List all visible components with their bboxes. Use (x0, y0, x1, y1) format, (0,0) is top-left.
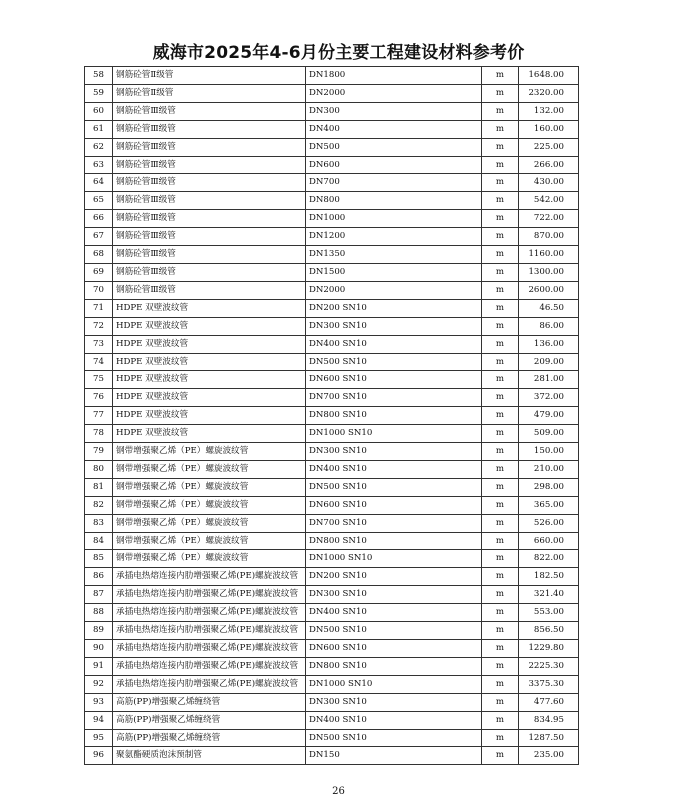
spec-cell: DN500 (306, 138, 482, 156)
spec-cell: DN700 (306, 174, 482, 192)
row-number-cell: 94 (85, 711, 113, 729)
price-cell: 660.00 (519, 532, 579, 550)
spec-cell: DN300 (306, 102, 482, 120)
spec-cell: DN500 SN10 (306, 478, 482, 496)
table-row (85, 299, 579, 317)
unit-cell: m (482, 407, 519, 425)
row-number-cell: 91 (85, 657, 113, 675)
price-cell: 553.00 (519, 604, 579, 622)
material-name-cell: 高筋(PP)增强聚乙烯缠绕管 (113, 729, 306, 747)
unit-cell: m (482, 586, 519, 604)
row-number-cell: 84 (85, 532, 113, 550)
spec-cell: DN400 SN10 (306, 335, 482, 353)
table-row (85, 747, 579, 765)
material-name-cell: 钢筋砼管Ⅲ级管 (113, 228, 306, 246)
page-number: 26 (332, 786, 345, 797)
row-number-cell: 92 (85, 675, 113, 693)
price-table (84, 66, 579, 765)
row-number-cell: 80 (85, 460, 113, 478)
price-cell: 1648.00 (519, 67, 579, 85)
table-row (85, 210, 579, 228)
spec-cell: DN500 SN10 (306, 622, 482, 640)
table-row (85, 371, 579, 389)
unit-cell: m (482, 67, 519, 85)
material-name-cell: 钢筋砼管Ⅲ级管 (113, 156, 306, 174)
spec-cell: DN1350 (306, 246, 482, 264)
row-number-cell: 76 (85, 389, 113, 407)
row-number-cell: 82 (85, 496, 113, 514)
price-cell: 209.00 (519, 353, 579, 371)
table-row (85, 407, 579, 425)
material-name-cell: HDPE 双壁波纹管 (113, 335, 306, 353)
spec-cell: DN300 SN10 (306, 693, 482, 711)
spec-cell: DN1000 SN10 (306, 550, 482, 568)
spec-cell: DN600 SN10 (306, 496, 482, 514)
price-cell: 372.00 (519, 389, 579, 407)
spec-cell: DN1500 (306, 263, 482, 281)
table-row (85, 693, 579, 711)
unit-cell: m (482, 640, 519, 658)
table-row (85, 353, 579, 371)
spec-cell: DN500 SN10 (306, 729, 482, 747)
table-row (85, 102, 579, 120)
table-row (85, 228, 579, 246)
table-row (85, 335, 579, 353)
price-table-body (85, 67, 579, 765)
unit-cell: m (482, 84, 519, 102)
price-cell: 2600.00 (519, 281, 579, 299)
unit-cell: m (482, 729, 519, 747)
spec-cell: DN600 (306, 156, 482, 174)
unit-cell: m (482, 622, 519, 640)
material-name-cell: 承插电热熔连接内肋增强聚乙烯(PE)螺旋波纹管 (113, 622, 306, 640)
row-number-cell: 64 (85, 174, 113, 192)
table-row (85, 657, 579, 675)
material-name-cell: 钢筋砼管Ⅲ级管 (113, 281, 306, 299)
unit-cell: m (482, 353, 519, 371)
material-name-cell: 高筋(PP)增强聚乙烯缠绕管 (113, 693, 306, 711)
row-number-cell: 95 (85, 729, 113, 747)
material-name-cell: 承插电热熔连接内肋增强聚乙烯(PE)螺旋波纹管 (113, 640, 306, 658)
unit-cell: m (482, 568, 519, 586)
unit-cell: m (482, 550, 519, 568)
unit-cell: m (482, 317, 519, 335)
spec-cell: DN2000 (306, 84, 482, 102)
unit-cell: m (482, 335, 519, 353)
material-name-cell: 钢筋砼管Ⅲ级管 (113, 120, 306, 138)
row-number-cell: 87 (85, 586, 113, 604)
unit-cell: m (482, 263, 519, 281)
row-number-cell: 77 (85, 407, 113, 425)
material-name-cell: 钢带增强聚乙烯（PE）螺旋波纹管 (113, 532, 306, 550)
price-cell: 430.00 (519, 174, 579, 192)
row-number-cell: 88 (85, 604, 113, 622)
row-number-cell: 58 (85, 67, 113, 85)
unit-cell: m (482, 496, 519, 514)
price-cell: 235.00 (519, 747, 579, 765)
spec-cell: DN700 SN10 (306, 389, 482, 407)
unit-cell: m (482, 747, 519, 765)
table-row (85, 532, 579, 550)
material-name-cell: 承插电热熔连接内肋增强聚乙烯(PE)螺旋波纹管 (113, 657, 306, 675)
row-number-cell: 96 (85, 747, 113, 765)
unit-cell: m (482, 693, 519, 711)
price-cell: 266.00 (519, 156, 579, 174)
unit-cell: m (482, 514, 519, 532)
material-name-cell: HDPE 双壁波纹管 (113, 389, 306, 407)
material-name-cell: 钢筋砼管Ⅲ级管 (113, 192, 306, 210)
price-cell: 1160.00 (519, 246, 579, 264)
price-cell: 2225.30 (519, 657, 579, 675)
price-cell: 722.00 (519, 210, 579, 228)
unit-cell: m (482, 604, 519, 622)
price-cell: 526.00 (519, 514, 579, 532)
row-number-cell: 65 (85, 192, 113, 210)
price-cell: 210.00 (519, 460, 579, 478)
material-name-cell: HDPE 双壁波纹管 (113, 299, 306, 317)
material-name-cell: 承插电热熔连接内肋增强聚乙烯(PE)螺旋波纹管 (113, 604, 306, 622)
material-name-cell: 钢筋砼管Ⅲ级管 (113, 263, 306, 281)
spec-cell: DN400 SN10 (306, 711, 482, 729)
spec-cell: DN1000 SN10 (306, 675, 482, 693)
material-name-cell: HDPE 双壁波纹管 (113, 407, 306, 425)
spec-cell: DN500 SN10 (306, 353, 482, 371)
spec-cell: DN300 SN10 (306, 317, 482, 335)
spec-cell: DN300 SN10 (306, 586, 482, 604)
material-name-cell: 钢带增强聚乙烯（PE）螺旋波纹管 (113, 496, 306, 514)
row-number-cell: 71 (85, 299, 113, 317)
unit-cell: m (482, 532, 519, 550)
price-cell: 479.00 (519, 407, 579, 425)
material-name-cell: 聚氨酯硬质泡沫预制管 (113, 747, 306, 765)
material-name-cell: 钢带增强聚乙烯（PE）螺旋波纹管 (113, 514, 306, 532)
unit-cell: m (482, 246, 519, 264)
spec-cell: DN400 (306, 120, 482, 138)
price-cell: 3375.30 (519, 675, 579, 693)
row-number-cell: 60 (85, 102, 113, 120)
unit-cell: m (482, 299, 519, 317)
spec-cell: DN800 SN10 (306, 532, 482, 550)
row-number-cell: 79 (85, 443, 113, 461)
price-cell: 822.00 (519, 550, 579, 568)
price-cell: 136.00 (519, 335, 579, 353)
table-row (85, 640, 579, 658)
row-number-cell: 86 (85, 568, 113, 586)
unit-cell: m (482, 371, 519, 389)
price-cell: 870.00 (519, 228, 579, 246)
table-row (85, 675, 579, 693)
material-name-cell: 承插电热熔连接内肋增强聚乙烯(PE)螺旋波纹管 (113, 586, 306, 604)
table-row (85, 281, 579, 299)
price-cell: 2320.00 (519, 84, 579, 102)
material-name-cell: 钢筋砼管Ⅲ级管 (113, 210, 306, 228)
table-row (85, 156, 579, 174)
price-cell: 150.00 (519, 443, 579, 461)
unit-cell: m (482, 120, 519, 138)
price-cell: 298.00 (519, 478, 579, 496)
unit-cell: m (482, 460, 519, 478)
row-number-cell: 85 (85, 550, 113, 568)
price-cell: 365.00 (519, 496, 579, 514)
row-number-cell: 66 (85, 210, 113, 228)
price-cell: 46.50 (519, 299, 579, 317)
price-cell: 477.60 (519, 693, 579, 711)
material-name-cell: 承插电热熔连接内肋增强聚乙烯(PE)螺旋波纹管 (113, 568, 306, 586)
row-number-cell: 78 (85, 425, 113, 443)
unit-cell: m (482, 228, 519, 246)
spec-cell: DN150 (306, 747, 482, 765)
table-row (85, 604, 579, 622)
price-cell: 542.00 (519, 192, 579, 210)
price-cell: 856.50 (519, 622, 579, 640)
price-cell: 281.00 (519, 371, 579, 389)
price-cell: 321.40 (519, 586, 579, 604)
page-title: 威海市2025年4-6月份主要工程建设材料参考价 (152, 43, 525, 63)
table-row (85, 67, 579, 85)
spec-cell: DN1000 (306, 210, 482, 228)
material-name-cell: 钢筋砼管Ⅲ级管 (113, 246, 306, 264)
material-name-cell: 高筋(PP)增强聚乙烯缠绕管 (113, 711, 306, 729)
unit-cell: m (482, 443, 519, 461)
table-row (85, 246, 579, 264)
material-name-cell: HDPE 双壁波纹管 (113, 371, 306, 389)
material-name-cell: 钢筋砼管Ⅲ级管 (113, 138, 306, 156)
material-name-cell: HDPE 双壁波纹管 (113, 353, 306, 371)
spec-cell: DN400 SN10 (306, 460, 482, 478)
table-row (85, 586, 579, 604)
unit-cell: m (482, 711, 519, 729)
table-row (85, 478, 579, 496)
row-number-cell: 70 (85, 281, 113, 299)
price-cell: 225.00 (519, 138, 579, 156)
spec-cell: DN2000 (306, 281, 482, 299)
unit-cell: m (482, 478, 519, 496)
unit-cell: m (482, 174, 519, 192)
unit-cell: m (482, 425, 519, 443)
table-row (85, 425, 579, 443)
spec-cell: DN600 SN10 (306, 371, 482, 389)
spec-cell: DN400 SN10 (306, 604, 482, 622)
price-cell: 182.50 (519, 568, 579, 586)
row-number-cell: 61 (85, 120, 113, 138)
spec-cell: DN600 SN10 (306, 640, 482, 658)
spec-cell: DN700 SN10 (306, 514, 482, 532)
unit-cell: m (482, 657, 519, 675)
unit-cell: m (482, 192, 519, 210)
table-row (85, 514, 579, 532)
row-number-cell: 73 (85, 335, 113, 353)
material-name-cell: 钢筋砼管Ⅲ级管 (113, 174, 306, 192)
row-number-cell: 75 (85, 371, 113, 389)
spec-cell: DN1200 (306, 228, 482, 246)
row-number-cell: 72 (85, 317, 113, 335)
unit-cell: m (482, 281, 519, 299)
unit-cell: m (482, 210, 519, 228)
material-name-cell: 钢带增强聚乙烯（PE）螺旋波纹管 (113, 443, 306, 461)
table-row (85, 729, 579, 747)
price-cell: 132.00 (519, 102, 579, 120)
material-name-cell: 钢筋砼管Ⅱ级管 (113, 67, 306, 85)
price-cell: 509.00 (519, 425, 579, 443)
row-number-cell: 69 (85, 263, 113, 281)
material-name-cell: 钢带增强聚乙烯（PE）螺旋波纹管 (113, 478, 306, 496)
price-cell: 834.95 (519, 711, 579, 729)
material-name-cell: 钢带增强聚乙烯（PE）螺旋波纹管 (113, 550, 306, 568)
row-number-cell: 74 (85, 353, 113, 371)
unit-cell: m (482, 102, 519, 120)
price-cell: 86.00 (519, 317, 579, 335)
table-row (85, 192, 579, 210)
row-number-cell: 93 (85, 693, 113, 711)
unit-cell: m (482, 138, 519, 156)
price-cell: 160.00 (519, 120, 579, 138)
row-number-cell: 81 (85, 478, 113, 496)
material-name-cell: 承插电热熔连接内肋增强聚乙烯(PE)螺旋波纹管 (113, 675, 306, 693)
table-row (85, 550, 579, 568)
spec-cell: DN200 SN10 (306, 568, 482, 586)
material-name-cell: HDPE 双壁波纹管 (113, 425, 306, 443)
spec-cell: DN800 (306, 192, 482, 210)
material-name-cell: 钢筋砼管Ⅱ级管 (113, 84, 306, 102)
row-number-cell: 90 (85, 640, 113, 658)
table-row (85, 496, 579, 514)
table-row (85, 711, 579, 729)
unit-cell: m (482, 389, 519, 407)
price-cell: 1300.00 (519, 263, 579, 281)
table-row (85, 460, 579, 478)
unit-cell: m (482, 675, 519, 693)
spec-cell: DN300 SN10 (306, 443, 482, 461)
row-number-cell: 89 (85, 622, 113, 640)
row-number-cell: 67 (85, 228, 113, 246)
row-number-cell: 62 (85, 138, 113, 156)
row-number-cell: 83 (85, 514, 113, 532)
table-row (85, 138, 579, 156)
table-row (85, 389, 579, 407)
table-row (85, 443, 579, 461)
row-number-cell: 59 (85, 84, 113, 102)
table-row (85, 84, 579, 102)
row-number-cell: 68 (85, 246, 113, 264)
table-row (85, 174, 579, 192)
material-name-cell: 钢筋砼管Ⅲ级管 (113, 102, 306, 120)
table-row (85, 568, 579, 586)
material-name-cell: HDPE 双壁波纹管 (113, 317, 306, 335)
material-name-cell: 钢带增强聚乙烯（PE）螺旋波纹管 (113, 460, 306, 478)
table-row (85, 317, 579, 335)
price-cell: 1229.80 (519, 640, 579, 658)
row-number-cell: 63 (85, 156, 113, 174)
price-cell: 1287.50 (519, 729, 579, 747)
spec-cell: DN1000 SN10 (306, 425, 482, 443)
table-row (85, 622, 579, 640)
spec-cell: DN800 SN10 (306, 657, 482, 675)
table-row (85, 263, 579, 281)
table-row (85, 120, 579, 138)
unit-cell: m (482, 156, 519, 174)
spec-cell: DN800 SN10 (306, 407, 482, 425)
spec-cell: DN1800 (306, 67, 482, 85)
spec-cell: DN200 SN10 (306, 299, 482, 317)
